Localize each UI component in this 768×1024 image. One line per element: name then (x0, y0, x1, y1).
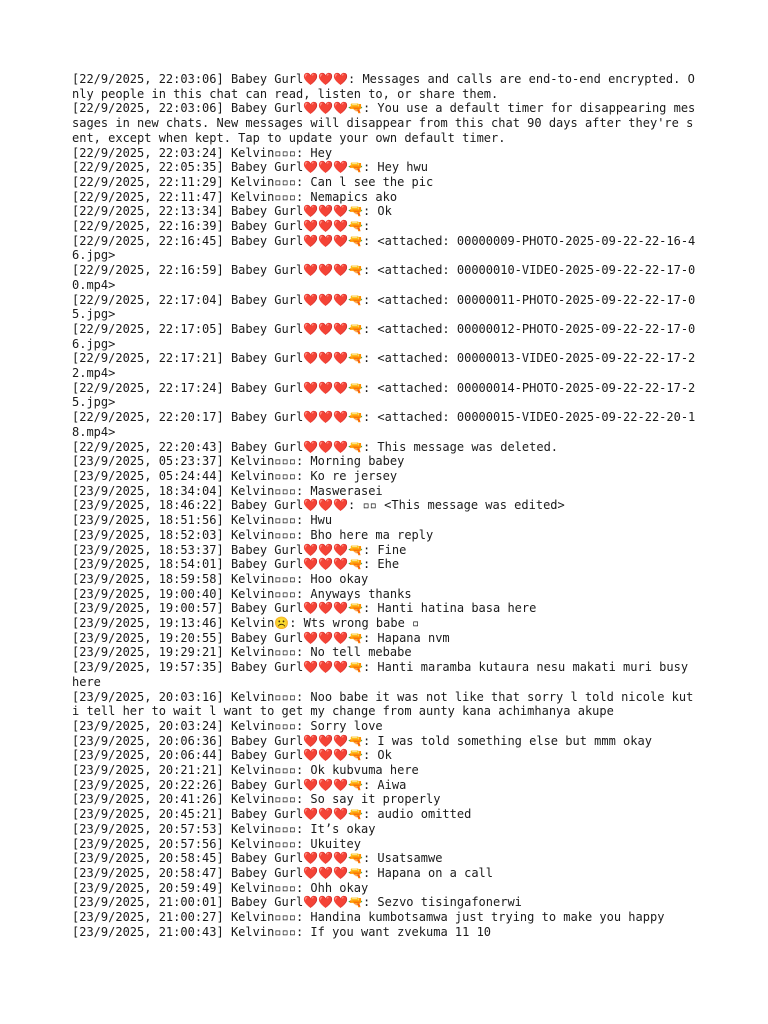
message-line: [23/9/2025, 20:58:47] Babey Gurl❤️❤️❤️🔫: Hapana on a call (72, 865, 493, 880)
message-line: [23/9/2025, 05:23:37] Kelvin▫▫▫: Morning babey (72, 454, 405, 469)
message-line: [23/9/2025, 20:21:21] Kelvin▫▫▫: Ok kubvuma here (72, 763, 419, 778)
message-line: [23/9/2025, 19:57:35] Babey Gurl❤️❤️❤️🔫: Hanti maramba kutaura nesu makati muri busy here (72, 660, 696, 689)
message-line: [22/9/2025, 22:16:45] Babey Gurl❤️❤️❤️🔫: <attached: 00000009-PHOTO-2025-09-22-22-16-46.jpg> (72, 233, 696, 263)
message-line: [22/9/2025, 22:17:24] Babey Gurl❤️❤️❤️🔫: <attached: 00000014-PHOTO-2025-09-22-22-17-25.jpg> (72, 380, 696, 410)
message-line: [23/9/2025, 20:57:53] Kelvin▫▫▫: It’s okay (72, 821, 376, 836)
message-line: [23/9/2025, 19:13:46] Kelvin☹️: Wts wrong babe ▫ (72, 616, 420, 631)
message-line: [23/9/2025, 18:34:04] Kelvin▫▫▫: Maswerasei (72, 483, 383, 498)
message-line: [22/9/2025, 22:20:43] Babey Gurl❤️❤️❤️🔫: This message was deleted. (72, 439, 559, 454)
message-line: [23/9/2025, 21:00:27] Kelvin▫▫▫: Handina kumbotsamwa just trying to make you happy (72, 910, 665, 925)
message-line: [22/9/2025, 22:03:06] Babey Gurl❤️❤️❤️: Messages and calls are end-to-end encrypted. Only people in this chat can read, listen to, or share them. (72, 72, 695, 101)
message-line: [23/9/2025, 20:41:26] Kelvin▫▫▫: So say it properly (72, 792, 441, 807)
message-line: [23/9/2025, 20:06:44] Babey Gurl❤️❤️❤️🔫: Ok (72, 748, 392, 763)
message-line: [23/9/2025, 20:57:56] Kelvin▫▫▫: Ukuitey (72, 836, 361, 851)
message-line: [23/9/2025, 05:24:44] Kelvin▫▫▫: Ko re jersey (72, 468, 398, 483)
message-line: [22/9/2025, 22:16:59] Babey Gurl❤️❤️❤️🔫: <attached: 00000010-VIDEO-2025-09-22-22-17-00.mp4> (72, 263, 696, 292)
message-line: [23/9/2025, 21:00:43] Kelvin▫▫▫: If you want zvekuma 11 10 (72, 924, 492, 939)
message-line: [23/9/2025, 20:06:36] Babey Gurl❤️❤️❤️🔫: I was told something else but mmm okay (72, 733, 652, 748)
message-line: [22/9/2025, 22:05:35] Babey Gurl❤️❤️❤️🔫: Hey hwu (72, 160, 428, 175)
message-line: [23/9/2025, 20:58:45] Babey Gurl❤️❤️❤️🔫: Usatsamwe (72, 851, 443, 866)
message-line: [22/9/2025, 22:03:06] Babey Gurl❤️❤️❤️🔫: You use a default timer for disappearing messages in new chats. New messages will disappear from this chat 90 days after they're sent, except when kept. Tap to update your own default timer. (72, 101, 696, 145)
message-line: [23/9/2025, 20:59:49] Kelvin▫▫▫: Ohh okay (72, 880, 369, 895)
message-line: [23/9/2025, 18:46:22] Babey Gurl❤️❤️❤️: ▫▫ <This message was edited> (72, 498, 565, 513)
message-line: [23/9/2025, 19:00:57] Babey Gurl❤️❤️❤️🔫: Hanti hatina basa here (72, 601, 537, 616)
message-line: [23/9/2025, 20:45:21] Babey Gurl❤️❤️❤️🔫: audio omitted (72, 807, 472, 822)
message-line: [23/9/2025, 19:20:55] Babey Gurl❤️❤️❤️🔫: Hapana nvm (72, 630, 450, 645)
message-line: [23/9/2025, 19:00:40] Kelvin▫▫▫: Anyways thanks (72, 586, 412, 601)
message-line: [23/9/2025, 20:03:24] Kelvin▫▫▫: Sorry love (72, 718, 383, 733)
message-line: [22/9/2025, 22:20:17] Babey Gurl❤️❤️❤️🔫: <attached: 00000015-VIDEO-2025-09-22-22-20-18.mp4> (72, 410, 696, 439)
message-line: [23/9/2025, 18:53:37] Babey Gurl❤️❤️❤️🔫: Fine (72, 542, 407, 557)
message-line: [22/9/2025, 22:17:05] Babey Gurl❤️❤️❤️🔫: <attached: 00000012-PHOTO-2025-09-22-22-17-06.jpg> (72, 321, 696, 351)
message-line: [23/9/2025, 18:52:03] Kelvin▫▫▫: Bho here ma reply (72, 527, 434, 542)
message-line: [23/9/2025, 21:00:01] Babey Gurl❤️❤️❤️🔫: Sezvo tisingafonerwi (72, 895, 522, 910)
message-line: [23/9/2025, 20:22:26] Babey Gurl❤️❤️❤️🔫: Aiwa (72, 777, 407, 792)
message-line: [23/9/2025, 20:03:16] Kelvin▫▫▫: Noo babe it was not like that sorry l told nicole kuti tell her to wait l want to get my change from aunty kana achimhanya akupe (72, 689, 694, 719)
message-line: [22/9/2025, 22:17:04] Babey Gurl❤️❤️❤️🔫: <attached: 00000011-PHOTO-2025-09-22-22-17-05.jpg> (72, 292, 696, 322)
message-line: [23/9/2025, 18:51:56] Kelvin▫▫▫: Hwu (72, 513, 333, 528)
message-line: [22/9/2025, 22:03:24] Kelvin▫▫▫: Hey (72, 145, 333, 160)
message-line: [23/9/2025, 18:59:58] Kelvin▫▫▫: Hoo okay (72, 571, 369, 586)
message-line: [23/9/2025, 19:29:21] Kelvin▫▫▫: No tell mebabe (72, 645, 412, 660)
message-line: [22/9/2025, 22:11:47] Kelvin▫▫▫: Nemapics ako (72, 189, 398, 204)
chat-transcript (72, 72, 696, 939)
message-line: [22/9/2025, 22:11:29] Kelvin▫▫▫: Can l see the pic (72, 174, 434, 189)
message-line: [23/9/2025, 18:54:01] Babey Gurl❤️❤️❤️🔫: Ehe (72, 557, 400, 572)
message-line: [22/9/2025, 22:16:39] Babey Gurl❤️❤️❤️🔫: (72, 219, 371, 234)
message-line: [22/9/2025, 22:13:34] Babey Gurl❤️❤️❤️🔫: Ok (72, 204, 392, 219)
message-line: [22/9/2025, 22:17:21] Babey Gurl❤️❤️❤️🔫: <attached: 00000013-VIDEO-2025-09-22-22-17-22.mp4> (72, 351, 696, 381)
